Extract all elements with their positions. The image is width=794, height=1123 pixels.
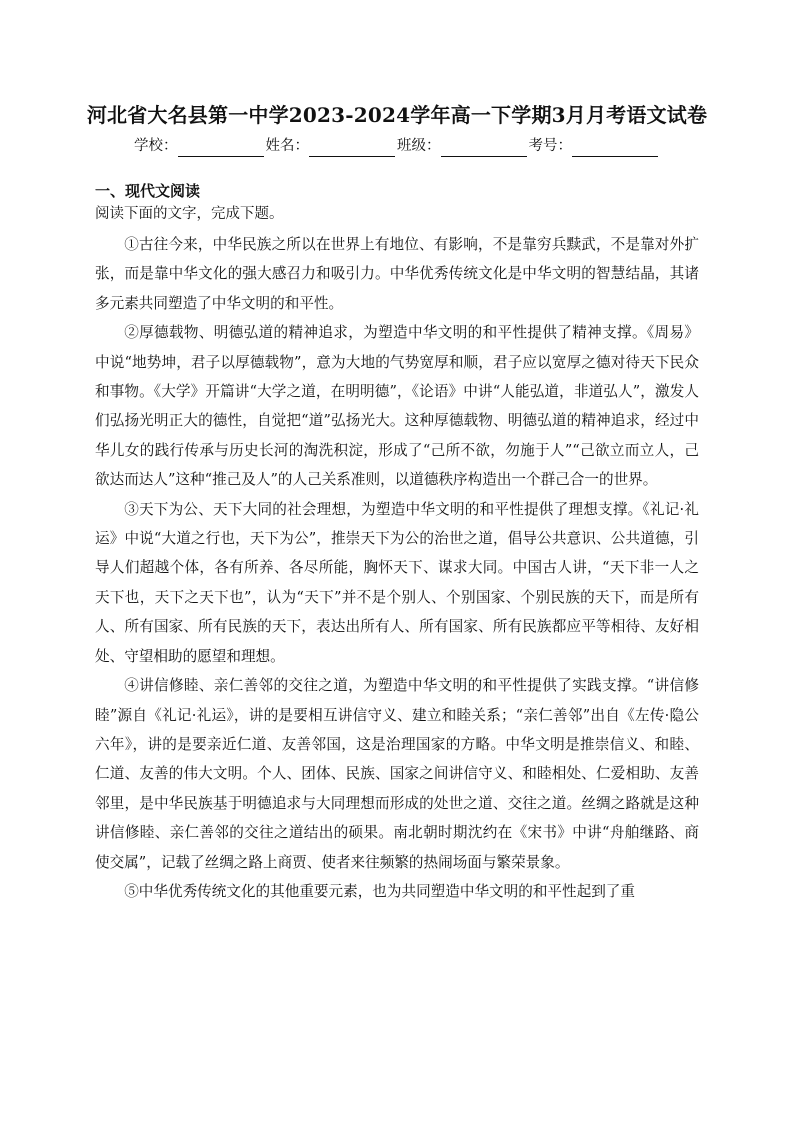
name-field <box>266 135 398 157</box>
exam-number-blank[interactable] <box>572 140 658 157</box>
class-label: 班级： <box>397 138 441 154</box>
passage-paragraph-3: ③天下为公、天下大同的社会理想，为塑造中华文明的和平性提供了理想支撑。《礼记·礼运》中说“大道之行也，天下为公”，推崇天下为公的治世之道，倡导公共意识、公共道德，引导人们超越个体，各有所养、各尽所能，胸怀天下、谋求大同。中国古人讲，“天下非一人之天下也，天下之天下也”，认为“天下”并不是个别人、个别国家、个别民族的天下，而是所有人、所有国家、所有民族的天下，表达出所有人、所有国家、所有民族都应平等相待、友好相处、守望相助的愿望和理想。 <box>95 500 699 665</box>
student-info-row <box>0 135 794 157</box>
exam-number-label: 考号： <box>528 138 572 154</box>
school-blank[interactable] <box>178 140 264 157</box>
reading-passage <box>95 230 699 906</box>
name-label: 姓名： <box>265 138 309 154</box>
exam-number-field <box>529 135 661 157</box>
passage-paragraph-5: ⑤中华优秀传统文化的其他重要元素，也为共同塑造中华文明的和平性起到了重 <box>124 882 635 900</box>
school-label: 学校： <box>134 138 178 154</box>
section-heading: 一、现代文阅读 <box>95 182 201 200</box>
class-blank[interactable] <box>441 140 527 157</box>
school-field <box>134 135 266 157</box>
passage-paragraph-1: ①古往今来，中华民族之所以在世界上有地位、有影响，不是靠穷兵黩武，不是靠对外扩张，而是靠中华文化的强大感召力和吸引力。中华优秀传统文化是中华文明的智慧结晶，其诸多元素共同塑造了中华文明的和平性。 <box>95 236 699 312</box>
reading-instruction: 阅读下面的文字，完成下题。 <box>95 206 284 222</box>
name-blank[interactable] <box>309 140 395 157</box>
class-field <box>397 135 529 157</box>
exam-title: 河北省大名县第一中学2023-2024学年高一下学期3月月考语文试卷 <box>86 103 708 127</box>
passage-paragraph-2: ②厚德载物、明德弘道的精神追求，为塑造中华文明的和平性提供了精神支撑。《周易》中说“地势坤，君子以厚德载物”，意为大地的气势宽厚和顺，君子应以宽厚之德对待天下民众和事物。《大学》开篇讲“大学之道，在明明德”，《论语》中讲“人能弘道，非道弘人”，激发人们弘扬光明正大的德性，自觉把“道”弘扬光大。这种厚德载物、明德弘道的精神追求，经过中华儿女的践行传承与历史长河的淘洗积淀，形成了“己所不欲，勿施于人”“己欲立而立人，己欲达而达人”这种“推己及人”的人己关系准则，以道德秩序构造出一个群己合一的世界。 <box>95 324 699 489</box>
passage-paragraph-4: ④讲信修睦、亲仁善邻的交往之道，为塑造中华文明的和平性提供了实践支撑。“讲信修睦”源自《礼记·礼运》，讲的是要相互讲信守义、建立和睦关系；“亲仁善邻”出自《左传·隐公六年》，讲的是要亲近仁道、友善邻国，这是治理国家的方略。中华文明是推崇信义、和睦、仁道、友善的伟大文明。个人、团体、民族、国家之间讲信守义、和睦相处、仁爱相助、友善邻里，是中华民族基于明德追求与大同理想而形成的处世之道、交往之道。丝绸之路就是这种讲信修睦、亲仁善邻的交往之道结出的硕果。南北朝时期沈约在《宋书》中讲“舟舶继路、商使交属”，记载了丝绸之路上商贾、使者来往频繁的热闹场面与繁荣景象。 <box>95 677 699 871</box>
